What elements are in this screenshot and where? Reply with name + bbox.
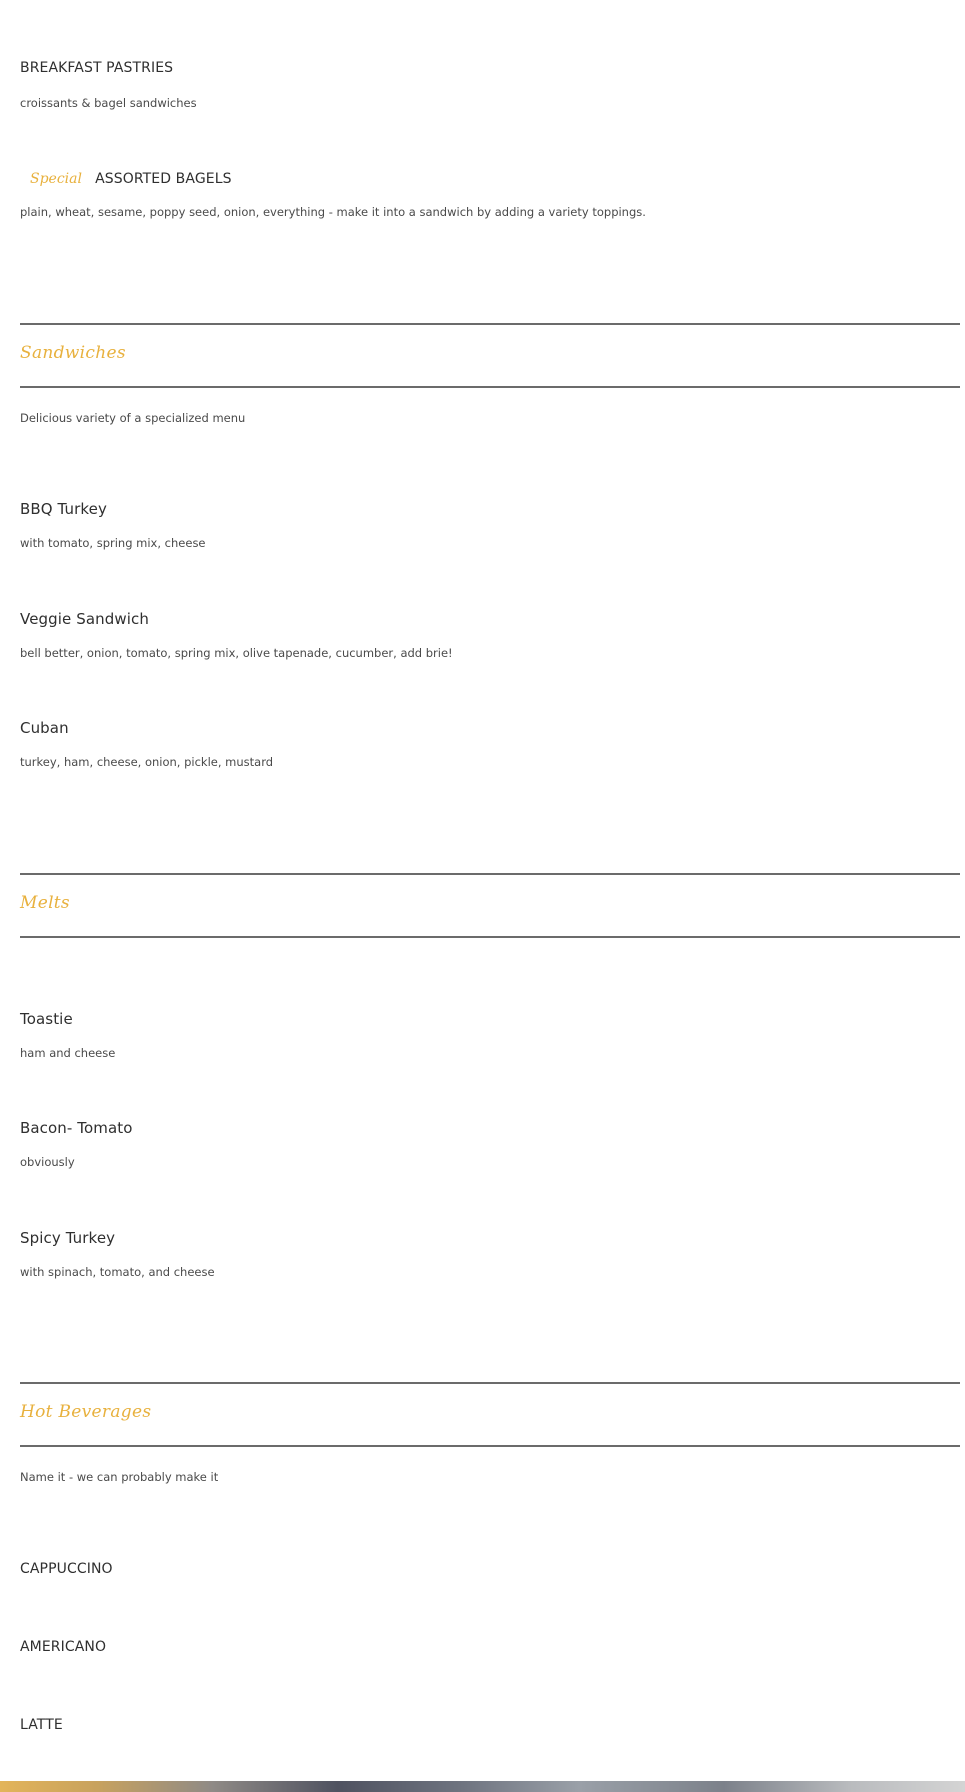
menu-item-name: CAPPUCCINO [20, 1561, 113, 1577]
menu-item-name: LATTE [20, 1717, 63, 1733]
menu-item-name: AMERICANO [20, 1639, 107, 1655]
section-divider [20, 936, 960, 938]
menu-item-name: Spicy Turkey [20, 1229, 116, 1247]
menu-item-description: plain, wheat, sesame, poppy seed, onion, everything - make it into a sandwich by adding a variety toppings. [20, 205, 646, 219]
section-divider [20, 873, 960, 875]
menu-item-description: ham and cheese [20, 1046, 116, 1060]
menu-item-description: bell better, onion, tomato, spring mix, olive tapenade, cucumber, add brie! [20, 646, 453, 660]
menu-item-description: turkey, ham, cheese, onion, pickle, mustard [20, 755, 274, 769]
menu-item-description: obviously [20, 1155, 75, 1169]
menu-item-description: with spinach, tomato, and cheese [20, 1265, 215, 1279]
section-subtitle: Delicious variety of a specialized menu [20, 411, 246, 425]
menu-item-name: ASSORTED BAGELS [95, 171, 232, 187]
footer-image-strip [0, 1781, 965, 1792]
menu-item-name: Cuban [20, 719, 69, 737]
menu-item-name: Toastie [20, 1010, 73, 1028]
section-title: Sandwiches [20, 343, 126, 363]
menu-item-name: Veggie Sandwich [20, 610, 149, 628]
section-divider [20, 1445, 960, 1447]
special-item-row [30, 168, 232, 187]
section-divider [20, 1382, 960, 1384]
special-badge: Special [30, 171, 82, 187]
menu-item-name: BREAKFAST PASTRIES [20, 60, 174, 76]
section-divider [20, 386, 960, 388]
menu-item-name: Bacon- Tomato [20, 1119, 133, 1137]
menu-item-description: with tomato, spring mix, cheese [20, 536, 206, 550]
section-subtitle: Name it - we can probably make it [20, 1470, 219, 1484]
menu-item-description: croissants & bagel sandwiches [20, 96, 197, 110]
section-divider [20, 323, 960, 325]
section-title: Hot Beverages [20, 1402, 152, 1422]
menu-item-name: BBQ Turkey [20, 500, 107, 518]
section-title: Melts [20, 893, 70, 913]
